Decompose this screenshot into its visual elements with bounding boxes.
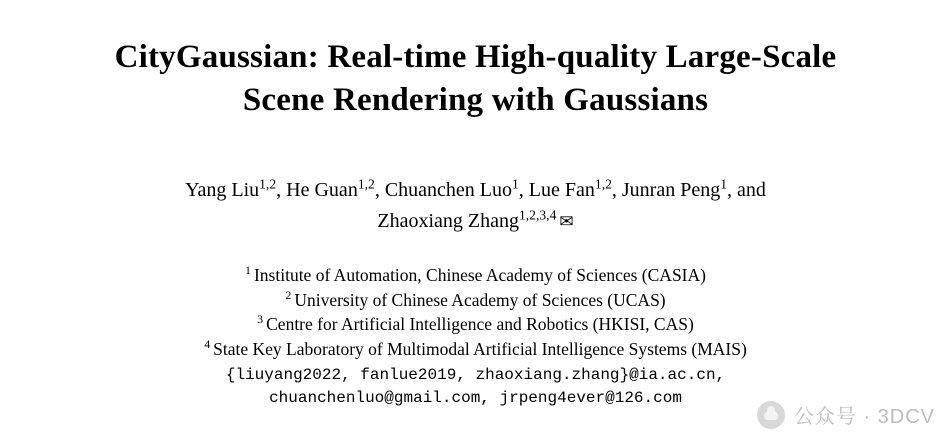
affiliation-item — [0, 263, 951, 288]
affiliation-item — [0, 312, 951, 337]
author-list — [0, 122, 951, 237]
author-separator: , — [374, 179, 385, 201]
title-line-2: Scene Rendering with Gaussians — [242, 82, 709, 118]
affiliation-marker: 2 — [285, 287, 292, 302]
author-separator: , and — [727, 179, 766, 201]
author-separator: , — [518, 179, 529, 201]
email-line: {liuyang2022, fanlue2019, zhaoxiang.zhang}@ia.ac.cn, — [225, 366, 726, 384]
author-affiliation-marker: 1,2,3,4 — [518, 207, 557, 223]
author-affiliation-marker: 1,2 — [594, 176, 612, 192]
author-name: Junran Peng — [621, 179, 721, 201]
author-affiliation-marker: 1,2 — [357, 176, 375, 192]
author-affiliation-marker: 1,2 — [259, 176, 277, 192]
affiliation-marker: 3 — [257, 312, 264, 327]
email-line: chuanchenluo@gmail.com, jrpeng4ever@126.com — [269, 389, 682, 407]
affiliation-marker: 1 — [245, 263, 251, 278]
page-title — [0, 0, 951, 122]
author-line-2 — [0, 206, 951, 237]
affiliation-list — [0, 237, 951, 361]
author-separator: , — [276, 179, 287, 201]
envelope-icon: ✉ — [559, 212, 574, 231]
author-line-1 — [0, 175, 951, 206]
affiliation-text: University of Chinese Academy of Sciences (UCAS) — [294, 289, 666, 310]
author-name: Chuanchen Luo — [384, 179, 512, 201]
affiliation-marker: 4 — [204, 336, 211, 351]
watermark — [757, 400, 935, 429]
affiliation-text: Centre for Artificial Intelligence and Robotics (HKISI, CAS) — [266, 314, 694, 334]
author-affiliation-marker: 1 — [512, 176, 519, 192]
author-separator: , — [611, 179, 622, 201]
author-name: Lue Fan — [528, 179, 595, 201]
author-name: He Guan — [286, 179, 358, 201]
watermark-logo-icon — [757, 401, 785, 429]
affiliation-text: Institute of Automation, Chinese Academy of Sciences (CASIA) — [253, 265, 706, 285]
author-affiliation-marker: 1 — [720, 176, 728, 192]
author-name: Zhaoxiang Zhang — [377, 210, 519, 232]
affiliation-text: State Key Laboratory of Multimodal Artificial Intelligence Systems (MAIS) — [213, 338, 747, 359]
affiliation-item — [0, 337, 951, 362]
affiliation-item — [0, 288, 951, 313]
watermark-text: 公众号 · 3DCV — [793, 406, 935, 428]
title-line-1: CityGaussian: Real-time High-quality Large-Scale — [114, 39, 837, 75]
author-name: Yang Liu — [185, 179, 260, 201]
